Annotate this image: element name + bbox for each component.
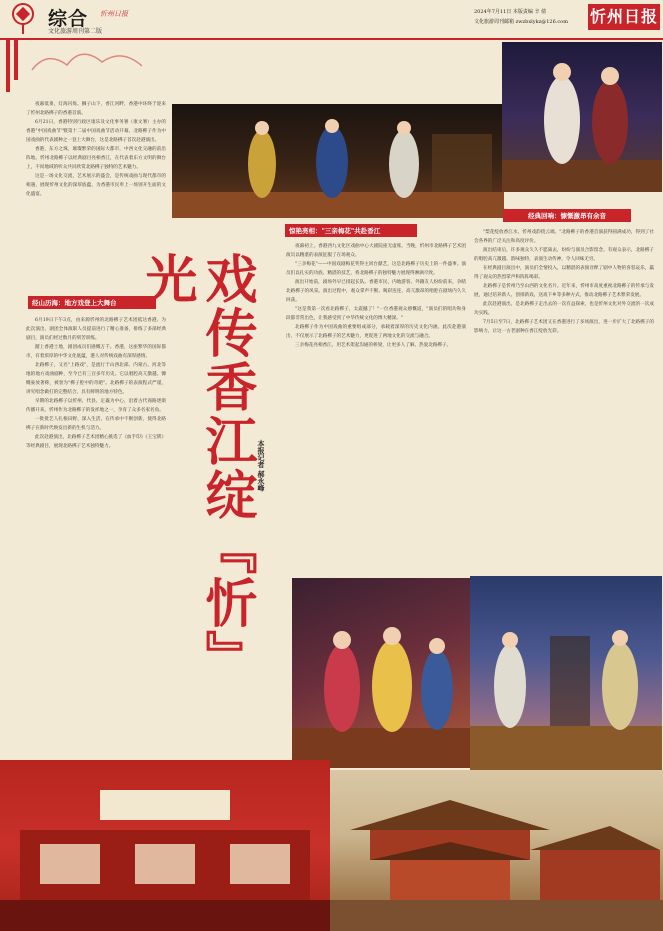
- section-title: 综合: [48, 8, 89, 30]
- ancient-pavilion-photo: [330, 770, 663, 931]
- body-paragraph: 夜幕初上，香港西九文化区戏曲中心大剧院座无虚席。当晚，忻州市北路梆子艺术团演员以精湛的表演征服了在场观众。: [286, 244, 466, 258]
- byline: 本报记者 郝永峰: [257, 440, 266, 492]
- body-paragraph: 北路梆子作为中国戏曲的重要组成部分，承载着深厚的历史文化内涵。此次赴港演出，不仅展示了北路梆子的艺术魅力，更促进了两地文化的交流与融合。: [286, 325, 466, 339]
- intro-paragraph: 6月21日，香港特别行政区康乐及文化事务署（康文署）主办的香港"中国戏曲节"暨第十二届中国戏曲节活动开幕，北路梆子作为中国戏曲的代表剧种之一登上大舞台，这是北路梆子首次赴港演出。: [26, 120, 166, 143]
- body-paragraph: 踏上香港土地，剧团成员们感慨万千。香港，这座繁华的国际都市，有着浓厚的中华文化底蕴，港人对传统戏曲有深厚感情。: [26, 345, 166, 359]
- curtain-call-photo: [470, 576, 662, 770]
- body-paragraph: 一批批艺人扎根田野、深入生活，在传承中不断创新，使得北路梆子在新时代焕发出新的生机与活力。: [26, 417, 166, 431]
- body-paragraph: 早期的北路梆子以忻州、代县、定襄为中心，沿着古代商路逐渐传播开来。忻州作为北路梆子的发祥地之一，孕育了众多名家名角。: [26, 399, 166, 413]
- body-paragraph: 此次赴港演出，是北路梆子走出去的一次有益探索，也是忻州文化对外交流的一次成功实践。: [474, 302, 654, 316]
- paper-mini-name: 忻州日报: [100, 10, 128, 18]
- decorative-knot-icon: [6, 0, 40, 34]
- editor-line: 文化旅游周刊邮箱 zwzbxlykz@126.com: [474, 19, 568, 25]
- body-paragraph: "这是我第一次看北路梆子，太震撼了！"一位香港观众感慨道，"演员们的唱功和身段都非常出色，让我感受到了中华传统文化的博大精深。": [286, 307, 466, 321]
- stage-group-photo: [292, 578, 472, 768]
- right-text-column: [474, 228, 654, 568]
- newspaper-logo: 忻州日报: [588, 4, 660, 30]
- body-paragraph: 演出开始前，剧场外早已排起长队。香港市民、内地游客、外籍友人纷纷前来，争睹北路梆子的风采。演出过程中，观众掌声不断、喝彩连连，高亢激昂的唱腔在剧场内久久回荡。: [286, 280, 466, 303]
- stage-performance-photo: [172, 104, 504, 218]
- body-paragraph: 7月5日至7日，北路梆子艺术团又在香港进行了多场演出，进一步扩大了北路梆子的影响力，让这一古老剧种在香江绽放光彩。: [474, 320, 654, 334]
- cloud-pattern-icon: [22, 40, 162, 88]
- tassel-decoration: [14, 40, 18, 80]
- section-subtitle: 文化旅游周刊第二版: [48, 28, 103, 35]
- opera-duet-photo: [502, 42, 662, 192]
- theater-exterior-photo: [0, 760, 330, 931]
- body-paragraph: 此次赴港演出，北路梆子艺术团精心挑选了《血手印》《王宝钏》等经典剧目，展现北路梆子艺术独特魅力。: [26, 435, 166, 449]
- section-heading-left: 经山历海：地方戏登上大舞台: [28, 296, 156, 309]
- section-heading-middle: 惊艳亮相："三亲梅花"共赴香江: [285, 224, 417, 237]
- body-paragraph: 三亲梅花亮相香江，用艺术架起沟通的桥梁，让更多人了解、热爱北路梆子。: [295, 343, 452, 348]
- body-paragraph: 演出结束后，许多观众久久不愿离去，纷纷与演员合影留念。有观众表示，北路梆子的唱腔高亢激越、韵味独特，表演生动传神，令人回味无穷。: [474, 248, 654, 262]
- body-paragraph: 6月19日下午3点，由来源忻州的北路梆子艺术团抵达香港。为此次演出，剧团全体演职人员提前进行了精心准备，排练了多部经典剧目，演员们经过数月的刻苦训练。: [26, 318, 166, 341]
- left-text-column: [26, 316, 166, 756]
- section-heading-right: 经典回响：慷慨激昂有余音: [503, 209, 631, 222]
- intro-paragraph: 这是一场文化交流，艺术展示的盛会，是传统戏曲与现代都市的相遇，展现忻州文化的深厚底蕴，为香港市民奉上一场别开生面的文化盛宴。: [26, 174, 166, 197]
- main-headline: 戏传香江绽『忻』光: [136, 252, 257, 684]
- issue-date: 2024年7月11日 本版责编 辛 倩: [474, 9, 547, 15]
- body-paragraph: "梨花绽放香江水，忻州戏韵绕云端。"北路梆子的香港首演获得圆满成功，得到了社会各界的广泛关注和高度评价。: [474, 230, 654, 244]
- body-paragraph: 北路梆子，又名"上路戏"，是流行于山西北部、内蒙古、河北等地的地方戏曲剧种，至今已有三百多年历史。它以唱腔高亢激越、慷慨豪放著称，被誉为"梆子腔中的奇葩"。北路梆子的表演程式严谨，讲究唱念做打的完整结合，具有鲜明的地方特色。: [26, 363, 166, 395]
- intro-paragraph: 香港，东方之珠，璀璨繁荣的国际大都市，中西文化交融的前沿阵地。忻州北路梆子以经典剧目亮相香江，在代表着东方文明的舞台上，不同地域的听众共同欣赏北路梆子独特的艺术魅力。: [26, 147, 166, 170]
- body-paragraph: 在经典剧目演出中，演员们全情投入，以精湛的表演诠释了剧中人物的喜怒哀乐，赢得了观众的热烈掌声和阵阵喝彩。: [474, 266, 654, 280]
- body-paragraph: 北路梆子是忻州乃至山西的文化名片。近年来，忻州市高度重视北路梆子的传承与发展，通过培养新人、创排新戏、送戏下乡等多种方式，推动北路梆子艺术繁荣发展。: [474, 284, 654, 298]
- body-paragraph: "三亲梅花"——中国戏剧梅花奖得主同台献艺，这是北路梆子历史上的一件盛事。演员们以扎实的功底、精湛的技艺，将北路梆子的独特魅力展现得淋漓尽致。: [286, 262, 466, 276]
- middle-text-column: [286, 242, 466, 572]
- page-header: [0, 0, 663, 40]
- intro-paragraph: 夜幕低垂，灯海闪烁。狮子山下，香江河畔，香港中环终于迎来了忻州北路梆子的香港首演。: [26, 102, 166, 116]
- tassel-decoration: [6, 40, 10, 92]
